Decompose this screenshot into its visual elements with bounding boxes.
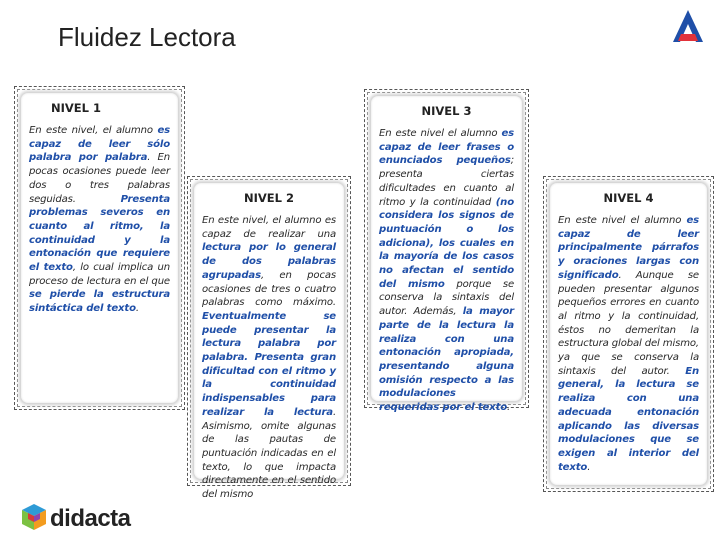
level-title: NIVEL 1 bbox=[51, 101, 101, 115]
level-card-1 bbox=[14, 86, 185, 410]
level-title: NIVEL 2 bbox=[244, 191, 294, 205]
level-description: En este nivel, el alumno es capaz de leer sólo palabra por palabra. En pocas ocasiones puede leer dos o tres palabras seguidas. Presenta problemas severos en cuanto al ritmo, la continuidad y la entonación que requiere el texto, lo cual implica un proceso de lectura en el que se pierde la estructura sintáctica del texto. bbox=[29, 125, 171, 315]
level-description: En este nivel, el alumno es capaz de realizar una lectura por lo general de dos palabras agrupadas, en pocas ocasiones de tres o cuatro palabras como máximo. Eventualmente se puede presentar la lectura palabra por palabra. Presenta gran dificultad con el ritmo y la continuidad indispensables para realizar la lectura. Asimismo, omite algunas de las pautas de puntuación indicadas en el texto, lo que impacta directamente en el sentido del mismo bbox=[202, 215, 336, 501]
level-card-4 bbox=[543, 176, 714, 492]
level-title: NIVEL 3 bbox=[421, 104, 472, 118]
level-description: En este nivel el alumno es capaz de leer frases o enunciados pequeños; presenta ciertas dificultades en cuanto al ritmo y la continuidad (no considera los signos de puntuación o los adiciona), los cuales en la mayoría de los casos no afectan el sentido del mismo porque se conserva la sintaxis del autor. Además, la mayor parte de la lectura la realiza con una entonación apropiada, presentando alguna omisión respecto a las modulaciones requeridas por el texto. bbox=[379, 128, 514, 414]
level-card-3 bbox=[364, 89, 529, 414]
didacta-logo-text: didacta bbox=[50, 505, 131, 532]
level-description: En este nivel el alumno es capaz de leer principalmente párrafos y oraciones largas con significado. Aunque se pueden presentar algunos pequeños errores en cuanto al ritmo y la continuidad, éstos no demeritan la estructura global del mismo, ya que se conserva la sintaxis del autor. En general, la lectura se realiza con una adecuada entonación aplicando las diversas modulaciones que se exigen al interior del texto. bbox=[558, 215, 699, 473]
brand-a-logo-icon bbox=[668, 8, 708, 48]
level-card-2 bbox=[187, 176, 351, 501]
level-title: NIVEL 4 bbox=[603, 191, 654, 205]
page-title: Fluidez Lectora bbox=[58, 22, 236, 52]
